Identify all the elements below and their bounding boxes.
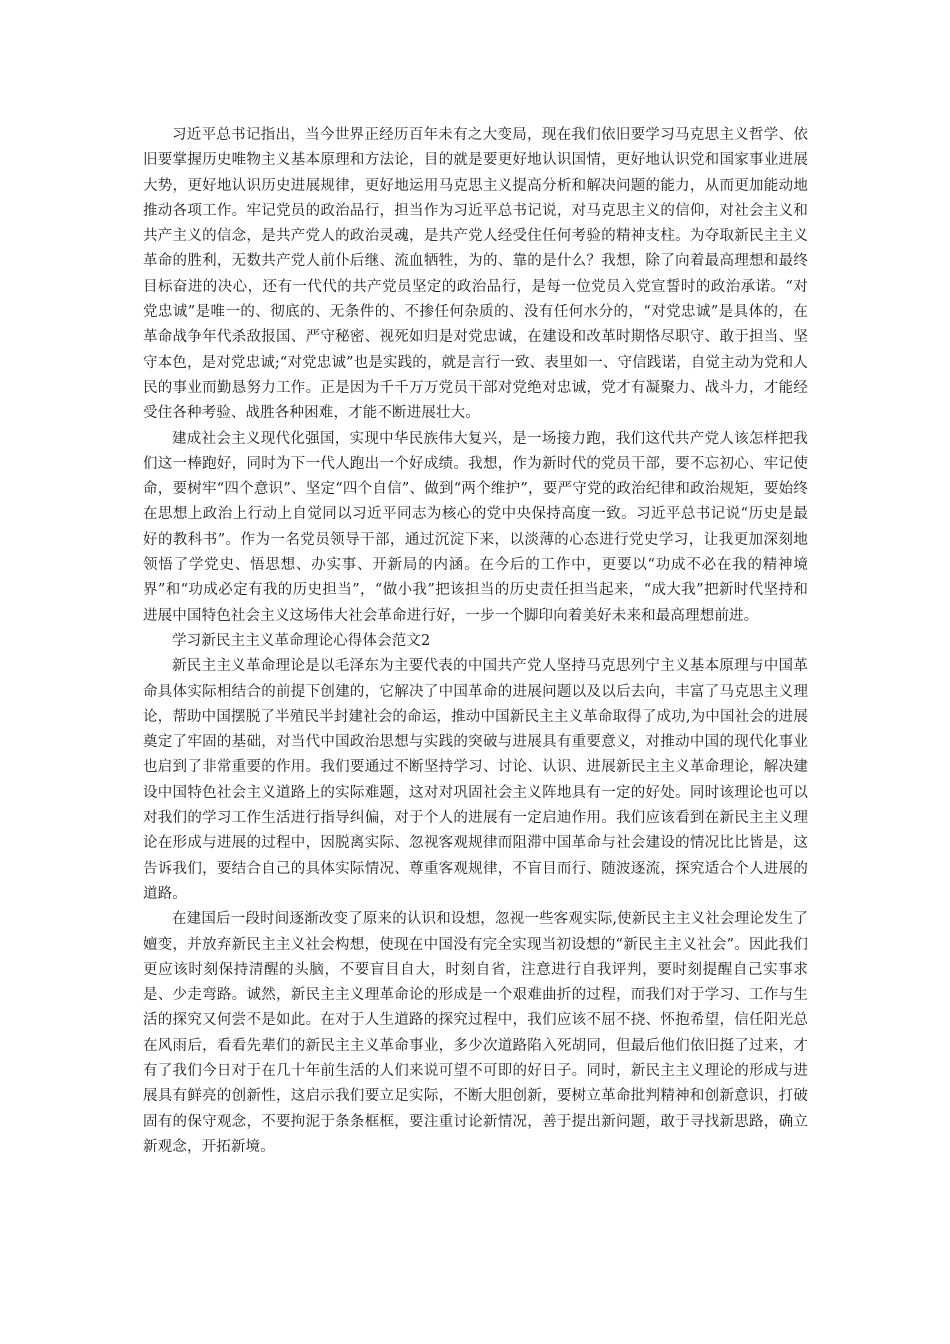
paragraph-1: 习近平总书记指出，当今世界正经历百年未有之大变局，现在我们依旧要学习马克思主义哲学、依旧要掌握历史唯物主义基本原理和方法论，目的就是要更好地认识国情，更好地认识党和国家事业进展大势，更好地认识历史进展规律，更好地运用马克思主义提高分析和解决问题的能力，从而更加能动地推动各项工作。牢记党员的政治品行，担当作为习近平总书记说，对马克思主义的信仰，对社会主义和共产主义的信念，是共产党人的政治灵魂，是共产党人经受住任何考验的精神支柱。为夺取新民主主义革命的胜利，无数共产党人前仆后继、流血牺牲，为的、靠的是什么？我想，除了向着最高理想和最终目标奋进的决心，还有一代代的共产党员坚定的政治品行，是每一位党员入党宣誓时的政治承诺。“对党忠诚”是唯一的、彻底的、无条件的、不掺任何杂质的、没有任何水分的，“对党忠诚”是具体的，在革命战争年代杀敌报国、严守秘密、视死如归是对党忠诚，在建设和改革时期恪尽职守、敢于担当、坚守本色，是对党忠诚;“对党忠诚”也是实践的，就是言行一致、表里如一、守信践诺，自觉主动为党和人民的事业而勤恳努力工作。正是因为千千万万党员干部对党绝对忠诚，党才有凝聚力、战斗力，才能经受住各种考验、战胜各种困难，才能不断进展壮大。 — [143, 127, 808, 422]
paragraph-2: 建成社会主义现代化强国，实现中华民族伟大复兴，是一场接力跑，我们这代共产党人该怎样把我们这一棒跑好，同时为下一代人跑出一个好成绩。我想，作为新时代的党员干部，要不忘初心、牢记使命，要树牢“四个意识”、坚定“四个自信”、做到“两个维护”，要严守党的政治纪律和政治规矩，要始终在思想上政治上行动上自觉同以习近平同志为核心的党中央保持高度一致。习近平总书记说“历史是最好的教科书”。作为一名党员领导干部，通过沉淀下来，以淡薄的心态进行党史学习，让我更加深刻地领悟了学党史、悟思想、办实事、开新局的内涵。在今后的工作中，更要以“功成不必在我的精神境界”和“功成必定有我的历史担当”，“做小我”把该担当的历史责任担当起来，“成大我”把新时代坚持和进展中国特色社会主义这场伟大社会革命进行好，一步一个脚印向着美好未来和最高理想前进。 — [143, 430, 808, 624]
section-title: 学习新民主主义革命理论心得体会范文2 — [172, 632, 431, 649]
paragraph-3: 新民主主义革命理论是以毛泽东为主要代表的中国共产党人坚持马克思列宁主义基本原理与中国革命具体实际相结合的前提下创建的，它解决了中国革命的进展问题以及以后去向，丰富了马克思主义理论，帮助中国摆脱了半殖民半封建社会的命运，推动中国新民主主义革命取得了成功,为中国社会的进展奠定了牢固的基础，对当代中国政治思想与实践的突破与进展具有重要意义，对推动中国的现代化事业也启到了非常重要的作用。我们要通过不断坚持学习、讨论、认识、进展新民主主义革命理论，解决建设中国特色社会主义道路上的实际难题，这对对巩固社会主义阵地具有一定的好处。同时该理论也可以对我们的学习工作生活进行指导纠偏，对于个人的进展有一定启迪作用。我们应该看到在新民主主义理论在形成与进展的过程中，因脱离实际、忽视客观规律而阻滞中国革命与社会建设的情况比比皆是，这告诉我们，要结合自己的具体实际情况、尊重客观规律，不盲目而行、随波逐流，探究适合个人进展的道路。 — [143, 658, 808, 902]
document-body — [143, 123, 808, 1160]
paragraph-4: 在建国后一段时间逐渐改变了原来的认识和设想，忽视一些客观实际,使新民主主义社会理论发生了嬗变，并放弃新民主主义社会构想，使现在中国没有完全实现当初设想的“新民主主义社会”。因此我们更应该时刻保持清醒的头脑，不要盲目自大，时刻自省，注意进行自我评判，要时刻提醒自己实事求是、少走弯路。诚然，新民主主义理革命论的形成是一个艰难曲折的过程，而我们对于学习、工作与生活的探究又何尝不是如此。在对于人生道路的探究过程中，我们应该不屈不挠、怀抱希望，信任阳光总在风雨后，看看先辈们的新民主主义革命事业，多少次道路陷入死胡同，但最后他们依旧挺了过来，才有了我们今日对于在几十年前生活的人们来说可望不可即的好日子。同时，新民主主义理论的形成与进展具有鲜亮的创新性，这启示我们要立足实际，不断大胆创新，要树立革命批判精神和创新意识，打破固有的保守观念，不要拘泥于条条框框，要注重讨论新情况，善于提出新问题，敢于寻找新思路，确立新观念，开拓新境。 — [143, 911, 808, 1155]
